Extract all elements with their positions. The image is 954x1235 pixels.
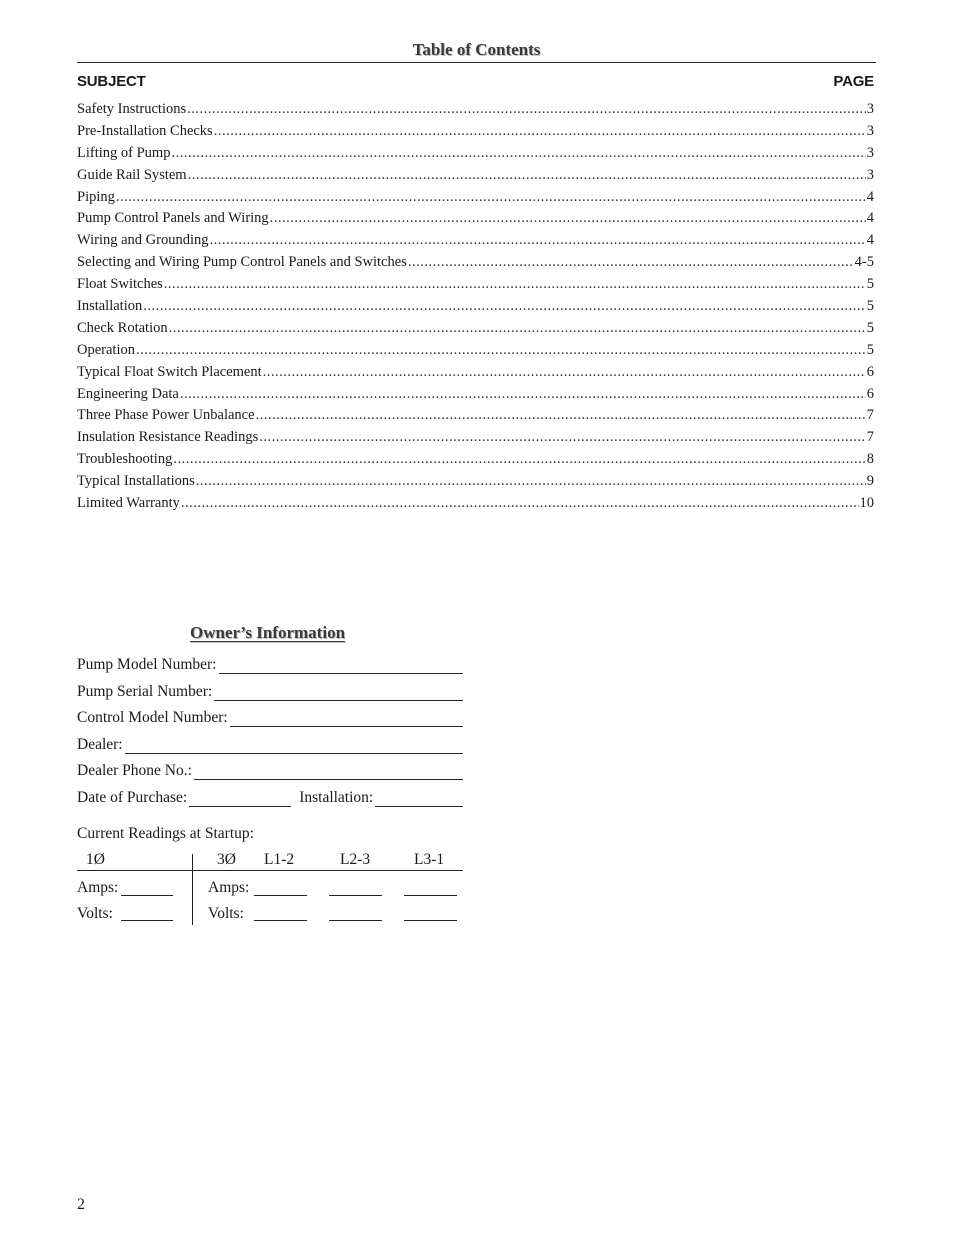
- page-number: 2: [77, 1196, 85, 1213]
- installation-label: Installation:: [299, 789, 374, 806]
- toc-entry-subject: Check Rotation: [77, 319, 168, 336]
- toc-entry-leader: [181, 493, 859, 515]
- l12-header: L1-2: [264, 851, 295, 868]
- dealer-field[interactable]: [77, 732, 463, 754]
- toc-entry[interactable]: [77, 143, 874, 165]
- three-amps-label: Amps:: [208, 879, 250, 896]
- toc-entry-page: 4: [866, 232, 874, 249]
- toc-entry-page: 5: [866, 276, 874, 293]
- toc-entry-leader: [169, 318, 866, 340]
- toc-entry-leader: [196, 471, 866, 493]
- toc-entry-leader: [171, 143, 865, 165]
- pump-model-field[interactable]: [77, 652, 463, 674]
- toc-entry-page: 3: [866, 122, 874, 139]
- toc-entry-subject: Installation: [77, 298, 143, 315]
- purchase-date-field[interactable]: [77, 785, 463, 807]
- toc-entry-leader: [214, 121, 866, 143]
- toc-entry-leader: [136, 340, 866, 362]
- toc-entry-page: 5: [866, 298, 874, 315]
- toc-entry-page: 7: [866, 429, 874, 446]
- single-volts-label: Volts:: [77, 905, 113, 922]
- dealer-phone-field[interactable]: [77, 758, 463, 780]
- toc-entry-page: 10: [859, 495, 874, 512]
- toc-entry-subject: Wiring and Grounding: [77, 232, 209, 249]
- toc-entry[interactable]: [77, 208, 874, 230]
- readings-column-divider: [192, 854, 193, 925]
- toc-entry-page: 3: [866, 166, 874, 183]
- toc-entry-subject: Insulation Resistance Readings: [77, 429, 259, 446]
- dealer-phone-blank[interactable]: [194, 762, 463, 780]
- toc-entry-page: 9: [866, 473, 874, 490]
- three-amps-l31-blank[interactable]: [404, 894, 457, 896]
- toc-entry-page: 7: [866, 407, 874, 424]
- dealer-blank[interactable]: [125, 736, 463, 754]
- toc-entry-subject: Piping: [77, 188, 115, 205]
- readings-label: Current Readings at Startup:: [77, 825, 254, 842]
- toc-entry[interactable]: [77, 274, 874, 296]
- toc-entry[interactable]: [77, 449, 874, 471]
- toc-entry-subject: Engineering Data: [77, 385, 179, 402]
- subject-header: SUBJECT: [77, 73, 146, 90]
- three-volts-l12-blank[interactable]: [254, 919, 307, 921]
- toc-entry[interactable]: [77, 187, 874, 209]
- l23-header: L2-3: [340, 851, 371, 868]
- toc-entry-page: 3: [866, 144, 874, 161]
- toc-entry-page: 5: [866, 341, 874, 358]
- toc-entry[interactable]: [77, 296, 874, 318]
- toc-entry[interactable]: [77, 471, 874, 493]
- toc-entry[interactable]: [77, 405, 874, 427]
- toc-entry[interactable]: [77, 252, 874, 274]
- single-volts-blank[interactable]: [121, 919, 173, 921]
- toc-entry-leader: [187, 99, 866, 121]
- toc-header: [77, 73, 874, 90]
- toc-entry[interactable]: [77, 230, 874, 252]
- toc-entry-leader: [180, 384, 866, 406]
- pump-model-label: Pump Model Number:: [77, 656, 217, 673]
- toc-entry[interactable]: [77, 99, 874, 121]
- pump-model-blank[interactable]: [219, 656, 464, 674]
- three-phase-header: 3Ø: [217, 851, 236, 868]
- toc-entry-leader: [188, 165, 866, 187]
- owner-info-title: Owner’s Information: [190, 623, 346, 642]
- control-model-field[interactable]: [77, 705, 463, 727]
- toc-entry-page: 6: [866, 363, 874, 380]
- purchase-date-blank[interactable]: [189, 789, 291, 807]
- toc-entry-leader: [256, 405, 866, 427]
- three-volts-l31-blank[interactable]: [404, 919, 457, 921]
- pump-serial-label: Pump Serial Number:: [77, 683, 213, 700]
- toc-entry-page: 4: [866, 188, 874, 205]
- installation-blank[interactable]: [375, 789, 463, 807]
- toc-entry-subject: Pump Control Panels and Wiring: [77, 210, 269, 227]
- toc-entry[interactable]: [77, 121, 874, 143]
- toc-entry[interactable]: [77, 165, 874, 187]
- three-amps-l23-blank[interactable]: [329, 894, 382, 896]
- three-amps-l12-blank[interactable]: [254, 894, 307, 896]
- toc-entry-subject: Pre-Installation Checks: [77, 122, 213, 139]
- page-header: PAGE: [833, 73, 874, 90]
- toc-entry[interactable]: [77, 427, 874, 449]
- toc-entry-page: 4-5: [854, 254, 874, 271]
- pump-serial-blank[interactable]: [214, 683, 463, 701]
- toc-entry-leader: [263, 362, 866, 384]
- toc-entry-subject: Three Phase Power Unbalance: [77, 407, 255, 424]
- toc-entry-subject: Operation: [77, 341, 135, 358]
- toc-entry-leader: [164, 274, 866, 296]
- purchase-date-label: Date of Purchase:: [77, 789, 188, 806]
- toc-entry-page: 4: [866, 210, 874, 227]
- toc-entry-subject: Typical Float Switch Placement: [77, 363, 262, 380]
- toc-entry-subject: Limited Warranty: [77, 495, 180, 512]
- toc-title: Table of Contents: [412, 40, 541, 59]
- pump-serial-field[interactable]: [77, 679, 463, 701]
- toc-entry-subject: Float Switches: [77, 276, 163, 293]
- toc-entry-leader: [408, 252, 854, 274]
- single-amps-blank[interactable]: [121, 894, 173, 896]
- toc-entry-leader: [270, 208, 866, 230]
- toc-divider: [77, 62, 876, 63]
- three-volts-l23-blank[interactable]: [329, 919, 382, 921]
- toc-list: [77, 99, 874, 515]
- toc-entry-page: 5: [866, 319, 874, 336]
- toc-entry-leader: [210, 230, 866, 252]
- toc-entry[interactable]: [77, 384, 874, 406]
- dealer-phone-label: Dealer Phone No.:: [77, 762, 192, 779]
- toc-entry-page: 6: [866, 385, 874, 402]
- readings-header-rule: [77, 870, 463, 871]
- toc-entry[interactable]: [77, 362, 874, 384]
- dealer-label: Dealer:: [77, 736, 123, 753]
- toc-entry-subject: Safety Instructions: [77, 101, 187, 117]
- l31-header: L3-1: [414, 851, 445, 868]
- toc-entry[interactable]: [77, 318, 874, 340]
- control-model-blank[interactable]: [230, 709, 463, 727]
- three-volts-label: Volts:: [208, 905, 244, 922]
- toc-entry-leader: [116, 187, 866, 209]
- single-phase-header: 1Ø: [86, 851, 105, 868]
- toc-entry-subject: Guide Rail System: [77, 166, 187, 183]
- control-model-label: Control Model Number:: [77, 709, 228, 726]
- toc-entry-subject: Troubleshooting: [77, 451, 173, 468]
- toc-entry-subject: Typical Installations: [77, 473, 195, 490]
- toc-entry-leader: [173, 449, 865, 471]
- single-amps-label: Amps:: [77, 879, 119, 896]
- toc-entry-page: 3: [866, 101, 874, 117]
- toc-entry[interactable]: [77, 340, 874, 362]
- toc-entry-leader: [259, 427, 866, 449]
- toc-entry[interactable]: [77, 493, 874, 515]
- toc-entry-subject: Lifting of Pump: [77, 144, 171, 161]
- toc-entry-subject: Selecting and Wiring Pump Control Panels and Switches: [77, 254, 407, 271]
- toc-entry-leader: [143, 296, 866, 318]
- toc-entry-page: 8: [866, 451, 874, 468]
